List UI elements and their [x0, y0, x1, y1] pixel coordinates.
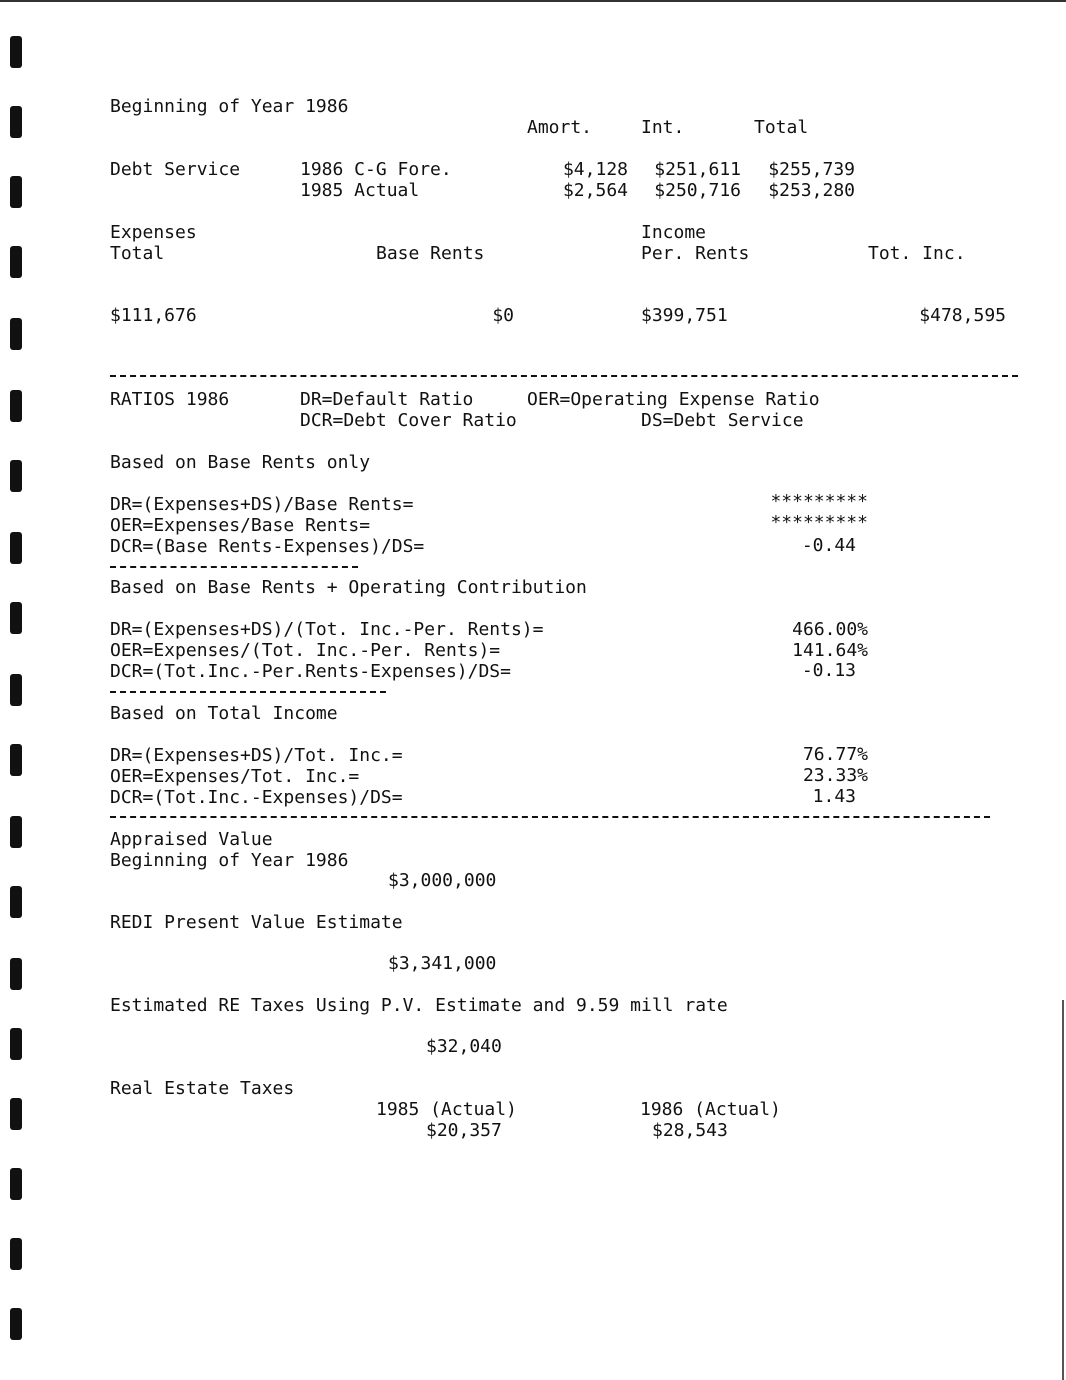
base-rents-value: $0 — [492, 305, 514, 326]
debt-row-int: $251,611 — [654, 159, 741, 180]
legend-oer: OER=Operating Expense Ratio — [527, 389, 820, 410]
ratio-value: -0.13 — [801, 660, 856, 681]
re-taxes-label: Real Estate Taxes — [110, 1078, 295, 1099]
ratio-formula: OER=Expenses/Base Rents= — [110, 515, 371, 536]
binder-hole — [10, 744, 22, 776]
binder-hole — [10, 1238, 22, 1270]
ratio-value: -0.44 — [801, 535, 856, 556]
top-edge-line — [0, 0, 1066, 2]
binder-hole — [10, 1098, 22, 1130]
appraised-value-label: Appraised Value — [110, 829, 273, 850]
est-taxes-label: Estimated RE Taxes Using P.V. Estimate and 9.59 mill rate — [110, 995, 728, 1016]
debt-row-name: 1985 Actual — [300, 180, 420, 201]
ratio-formula: DCR=(Tot.Inc.-Expenses)/DS= — [110, 787, 403, 808]
est-taxes-value: $32,040 — [426, 1036, 502, 1057]
binder-hole — [10, 1308, 22, 1340]
ratios-title: RATIOS 1986 — [110, 389, 230, 410]
income-label: Income — [641, 222, 707, 243]
re-taxes-1986-label: 1986 (Actual) — [640, 1099, 781, 1120]
binder-hole — [10, 390, 22, 422]
binder-hole — [10, 1028, 22, 1060]
subsection-divider — [110, 691, 386, 693]
tot-inc-label: Tot. Inc. — [868, 243, 966, 264]
legend-ds: DS=Debt Service — [641, 410, 804, 431]
appraised-value-amount: $3,000,000 — [388, 870, 497, 891]
ratio-formula: DCR=(Base Rents-Expenses)/DS= — [110, 536, 425, 557]
ratio-value: 23.33% — [802, 765, 868, 786]
binder-hole — [10, 1168, 22, 1200]
ratio-section-heading: Based on Base Rents + Operating Contribution — [110, 577, 587, 598]
binder-hole — [10, 816, 22, 848]
binder-hole — [10, 318, 22, 350]
debt-row-total: $253,280 — [768, 180, 855, 201]
right-edge-line — [1062, 1000, 1064, 1380]
ratio-value: 1.43 — [812, 786, 856, 807]
binder-hole — [10, 460, 22, 492]
legend-dr: DR=Default Ratio — [300, 389, 474, 410]
ratio-formula: DR=(Expenses+DS)/Base Rents= — [110, 494, 414, 515]
base-rents-label: Base Rents — [376, 243, 485, 264]
binder-hole — [10, 246, 22, 278]
re-taxes-1985-value: $20,357 — [426, 1120, 502, 1141]
debt-row-int: $250,716 — [654, 180, 741, 201]
ratio-value: 466.00% — [792, 619, 868, 640]
ratio-section-heading: Based on Base Rents only — [110, 452, 371, 473]
ratio-formula: DR=(Expenses+DS)/(Tot. Inc.-Per. Rents)= — [110, 619, 544, 640]
ratio-value: 141.64% — [792, 640, 868, 661]
debt-row-amort: $4,128 — [562, 159, 628, 180]
expenses-total-value: $111,676 — [110, 305, 197, 326]
per-rents-value: $399,751 — [641, 305, 728, 326]
ratio-formula: OER=Expenses/(Tot. Inc.-Per. Rents)= — [110, 640, 501, 661]
expenses-label: Expenses — [110, 222, 197, 243]
per-rents-label: Per. Rents — [641, 243, 750, 264]
binder-hole — [10, 886, 22, 918]
binder-hole — [10, 532, 22, 564]
ratio-value: 76.77% — [802, 744, 868, 765]
ratio-formula: OER=Expenses/Tot. Inc.= — [110, 766, 360, 787]
appraised-value-sub: Beginning of Year 1986 — [110, 850, 349, 871]
column-header-int: Int. — [641, 117, 685, 138]
ratio-formula: DCR=(Tot.Inc.-Per.Rents-Expenses)/DS= — [110, 661, 511, 682]
page-title: Beginning of Year 1986 — [110, 96, 349, 117]
column-header-amort: Amort. — [527, 117, 593, 138]
binder-hole — [10, 106, 22, 138]
expenses-total-label: Total — [110, 243, 165, 264]
binder-hole — [10, 674, 22, 706]
section-divider — [110, 816, 990, 818]
binder-hole — [10, 36, 22, 68]
re-taxes-1986-value: $28,543 — [652, 1120, 728, 1141]
redi-value: $3,341,000 — [388, 953, 497, 974]
redi-label: REDI Present Value Estimate — [110, 912, 403, 933]
debt-row-amort: $2,564 — [562, 180, 628, 201]
ratio-section-heading: Based on Total Income — [110, 703, 338, 724]
section-divider — [110, 375, 1018, 377]
binder-hole — [10, 176, 22, 208]
tot-inc-value: $478,595 — [919, 305, 1006, 326]
subsection-divider — [110, 566, 358, 568]
ratio-formula: DR=(Expenses+DS)/Tot. Inc.= — [110, 745, 403, 766]
binder-hole — [10, 602, 22, 634]
re-taxes-1985-label: 1985 (Actual) — [376, 1099, 517, 1120]
ratio-value: ********* — [770, 491, 868, 512]
debt-row-name: 1986 C-G Fore. — [300, 159, 452, 180]
debt-service-label: Debt Service — [110, 159, 241, 180]
ratio-value: ********* — [770, 512, 868, 533]
column-header-total: Total — [754, 117, 809, 138]
binder-hole — [10, 958, 22, 990]
legend-dcr: DCR=Debt Cover Ratio — [300, 410, 517, 431]
debt-row-total: $255,739 — [768, 159, 855, 180]
